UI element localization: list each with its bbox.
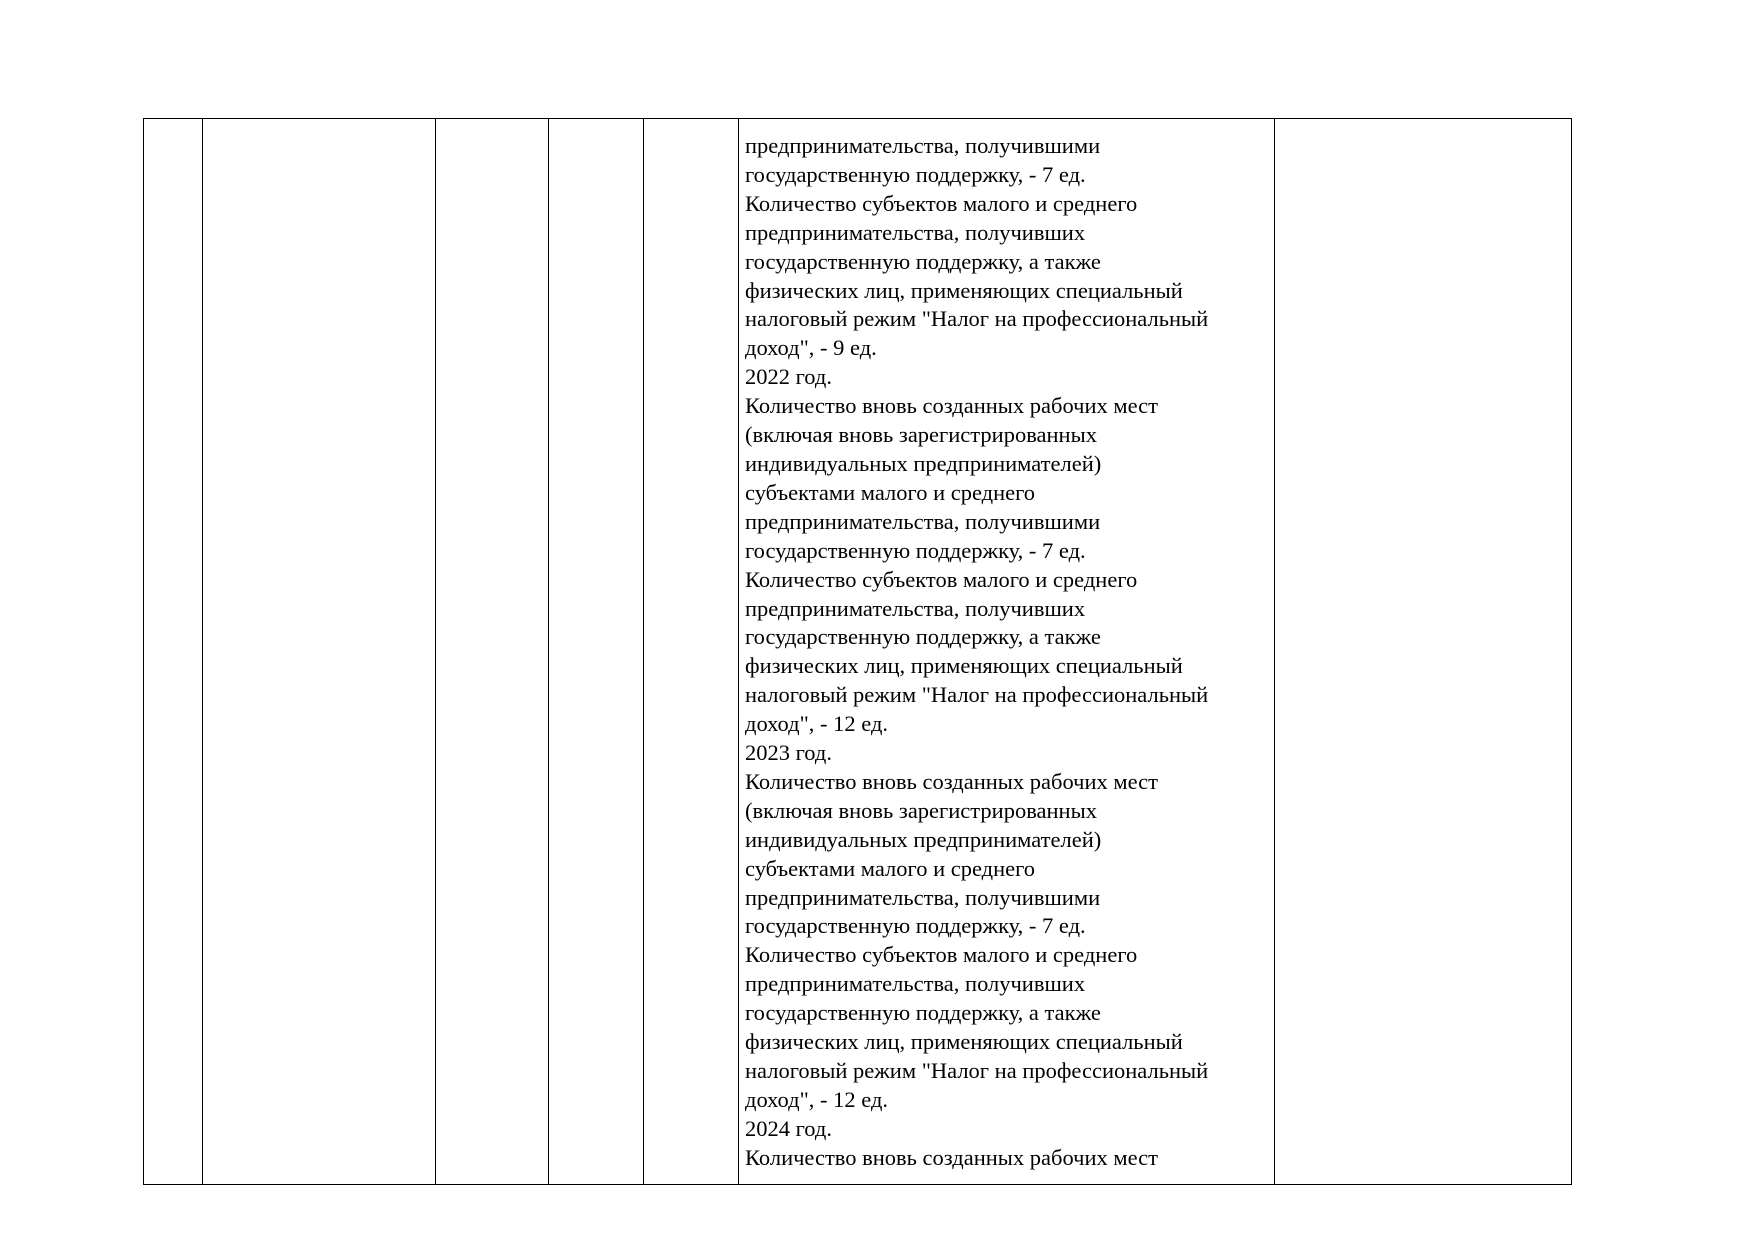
text-line: предпринимательства, получивших [745,219,1086,245]
text-line: предпринимательства, получивших [745,595,1086,621]
text-line: (включая вновь зарегистрированных [745,797,1097,823]
cell-column-4 [549,119,644,1185]
text-line: предпринимательства, получившими [745,884,1101,910]
text-line: индивидуальных предпринимателей) [745,450,1102,476]
text-line: физических лиц, применяющих специальный [745,653,1183,679]
text-line: налоговый режим "Налог на профессиональный [745,306,1209,332]
text-line: (включая вновь зарегистрированных [745,422,1097,448]
text-line: доход", - 12 ед. [745,711,889,737]
text-line: физических лиц, применяющих специальный [745,277,1183,303]
cell-activity [203,119,436,1185]
text-line: государственную поддержку, - 7 ед. [745,913,1086,939]
text-line: Количество субъектов малого и среднего [745,942,1138,968]
text-line: индивидуальных предпринимателей) [745,826,1102,852]
text-line: 2022 год. [745,364,832,390]
text-line: Количество вновь созданных рабочих мест [745,1144,1158,1170]
text-line: государственную поддержку, а также [745,248,1101,274]
text-line: Количество субъектов малого и среднего [745,190,1138,216]
cell-number [144,119,203,1185]
text-line: субъектами малого и среднего [745,479,1036,505]
text-line: государственную поддержку, - 7 ед. [745,161,1086,187]
text-line: субъектами малого и среднего [745,855,1036,881]
text-line: государственную поддержку, а также [745,1000,1101,1026]
text-line: государственную поддержку, - 7 ед. [745,537,1086,563]
text-line: Количество вновь созданных рабочих мест [745,768,1158,794]
text-line: налоговый режим "Налог на профессиональный [745,1058,1209,1083]
indicators-table [143,118,1572,1185]
text-line: доход", - 9 ед. [745,335,877,361]
cell-column-5 [644,119,739,1185]
text-line: предпринимательства, получившими [745,508,1101,534]
text-line: предпринимательства, получившими [745,133,1101,158]
text-line: Количество субъектов малого и среднего [745,566,1138,592]
text-line: физических лиц, применяющих специальный [745,1029,1183,1055]
cell-column-7 [1275,119,1572,1185]
table-row [144,119,1572,1185]
text-line: 2024 год. [745,1115,832,1141]
text-line: доход", - 12 ед. [745,1086,889,1112]
text-line: 2023 год. [745,740,832,766]
text-line: налоговый режим "Налог на профессиональный [745,682,1209,708]
cell-column-3 [436,119,549,1185]
text-line: предпринимательства, получивших [745,971,1086,997]
cell-indicators [739,119,1275,1185]
text-line: Количество вновь созданных рабочих мест [745,393,1158,419]
text-line: государственную поддержку, а также [745,624,1101,650]
indicator-text [745,132,1268,1173]
